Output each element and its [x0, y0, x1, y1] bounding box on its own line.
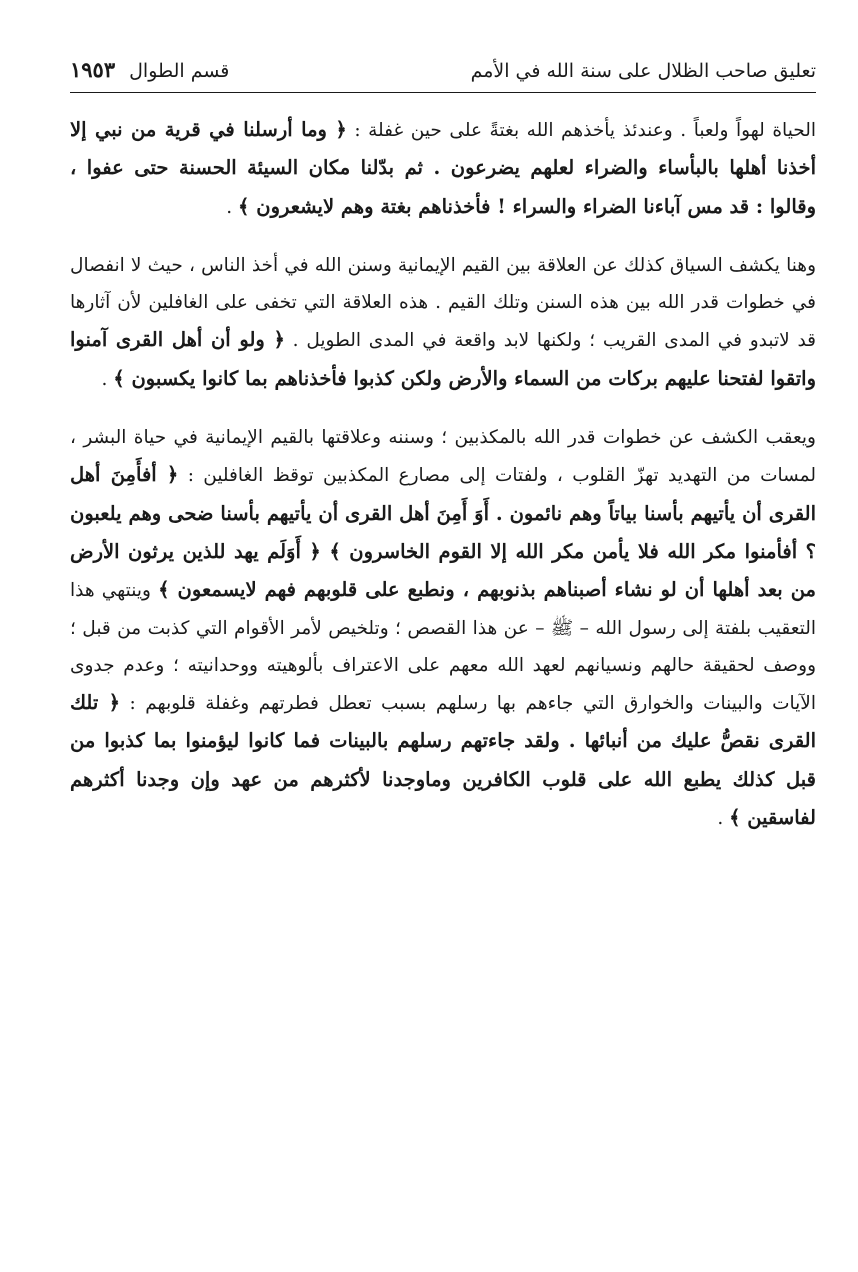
- text-segment: وهنا يكشف السياق كذلك عن العلاقة بين القيم الإيمانية وسنن الله في أخذ الناس ، حيث لا انفصال في خطوات قدر الله بين هذه السنن وتلك القيم . هذه العلاقة التي تخفى على الغافلين لأن آثارها قد لاتبدو في المدى القريب ؛ ولكنها لابد واقعة في المدى الطويل .: [70, 254, 816, 352]
- header-rule: [70, 92, 816, 93]
- text-segment: .: [717, 808, 730, 830]
- section-and-page: [70, 52, 229, 89]
- quran-verse: ﴿ ولو أن أهل القرى آمنوا واتقوا لفتحنا عليهم بركات من السماء والأرض ولكن كذبوا فأخذناهم بما كانوا يكسبون ﴾: [70, 328, 816, 390]
- paragraph: [70, 247, 816, 398]
- text-segment: .: [226, 196, 239, 218]
- text-segment: وينتهي هذا التعقيب بلفتة إلى رسول الله – ﷺ – عن هذا القصص ؛ وتلخيص لأمر الأقوام التي كذبت من قبل ؛ ووصف لحقيقة حالهم ونسيانهم لعهد الله معهم على الاعتراف بألوهيته ووحدانيته ؛ وعدم جدوى الآيات والبينات والخوارق التي جاءهم بها رسلهم بسبب تعطل فطرتهم وغفلة قلوبهم :: [70, 580, 816, 715]
- paragraph: [70, 419, 816, 837]
- body-text: [70, 111, 816, 837]
- text-segment: ويعقب الكشف عن خطوات قدر الله بالمكذبين ؛ وسننه وعلاقتها بالقيم الإيمانية في حياة البشر ، لمسات من التهديد تهزّ القلوب ، ولفتات إلى مصارع المكذبين توقظ الغافلين :: [70, 427, 816, 487]
- quran-verse: ﴿ وما أرسلنا في قرية من نبي إلا أخذنا أهلها بالبأساء والضراء لعلهم يضرعون . ثم بدّلنا مكان السيئة الحسنة حتى عفوا ، وقالوا : قد مس آباءنا الضراء والسراء ! فأخذناهم بغتة وهم لايشعرون ﴾: [70, 118, 816, 218]
- quran-verse: ﴿ أفأَمِنَ أهل القرى أن يأتيهم بأسنا بياتاً وهم نائمون . أَوَ أَمِنَ أهل القرى أن يأتيهم بأسنا ضحى وهم يلعبون ؟ أفأمنوا مكر الله فلا يأمن مكر الله إلا القوم الخاسرون ﴾ ﴿ أَوَلَم يهد للذين يرثون الأرض من بعد أهلها أن لو نشاء أصبناهم بذنوبهم ، ونطبع على قلوبهم فهم لايسمعون ﴾: [70, 463, 817, 602]
- book-title: تعليق صاحب الظلال على سنة الله في الأمم: [470, 60, 816, 82]
- running-header: [70, 52, 816, 88]
- section-name: قسم الطوال: [129, 60, 230, 82]
- text-segment: .: [101, 368, 114, 390]
- book-page: [70, 52, 816, 858]
- quran-verse: ﴿ تلك القرى نقصُّ عليك من أنبائها . ولقد جاءتهم رسلهم بالبينات فما كانوا ليؤمنوا بما كذبوا من قبل كذلك يطبع الله على قلوب الكافرين وماوجدنا لأكثرهم من عهد وإن وجدنا أكثرهم لفاسقين ﴾: [70, 691, 816, 830]
- paragraph: [70, 111, 816, 226]
- page-number: ١٩٥٣: [70, 57, 116, 82]
- text-segment: الحياة لهواً ولعباً . وعندئذ يأخذهم الله بغتةً على حين غفلة :: [346, 120, 816, 141]
